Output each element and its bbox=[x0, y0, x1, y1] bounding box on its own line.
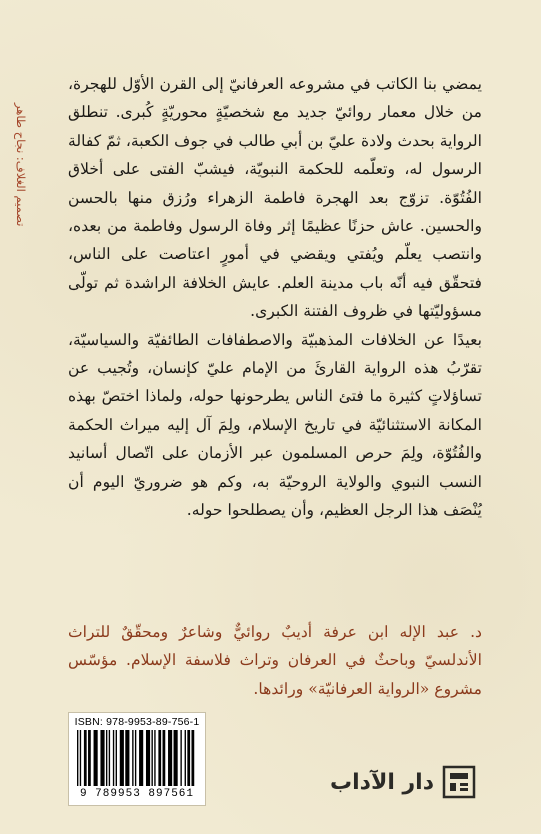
barcode-bar bbox=[100, 730, 104, 786]
cover-design-credit: تصميم الغلاف: نجاح طاهر bbox=[14, 102, 28, 226]
author-bio-block bbox=[68, 618, 482, 703]
barcode-bar bbox=[154, 730, 155, 786]
isbn-barcode bbox=[68, 712, 206, 806]
synopsis-paragraph-2: بعيدًا عن الخلافات المذهبيّة والاصطفافات الطائفيّة والسياسيّة، تقرّبُ هذه الرواية القارئَ من الإمام عليّ كإنسان، وتُجيب عن تساؤلاتٍ كثيرة ما فتئ الناس يطرحونها حوله، ولماذا اختصّ بهذه المكانة الاستثنائيّة في تاريخ الإسلام، ولِمَ آل إليه ميراث الحكمة والفُتُوّة، ولِمَ حرص المسلمون عبر الأزمان على اتّصال أسانيد النسب النبوي والولاية الروحيّة به، وكم هو ضروريّ اليوم أن يُنْصَف هذا الرجل العظيم، وأن يصطلحوا حوله. bbox=[68, 330, 482, 520]
barcode-bars bbox=[77, 730, 197, 786]
barcode-bar bbox=[109, 730, 110, 786]
barcode-bar bbox=[80, 730, 81, 786]
barcode-bar bbox=[125, 730, 129, 786]
barcode-bar bbox=[132, 730, 133, 786]
synopsis-paragraph-1: يمضي بنا الكاتب في مشروعه العرفانيّ إلى القرن الأوّل للهجرة، من خلال معمار روائيّ جديد مع شخصيّةٍ محوريّةٍ كُبرى. تنطلق الرواية بحدث ولادة عليّ بن أبي طالب في جوف الكعبة، ثمّ كفالة الرسول له، وتعلّمه للحكمة النبويّة، فيشبّ الفتى على أخلاق الفُتُوّة. تزوّج بعد الهجرة فاطمة الزهراء ورُزق منها بالحسن والحسين. عاش حزنًا عظيمًا إثر وفاة الرسول وفاطمة من بعده، وانتصب يعلّم ويُفتي ويقضي في أمورٍ اعتاصت على الناس، فتحقّق فيه أنّه باب مدينة العلم. عايش الخلافة الراشدة ثم تولّى مسؤوليّتها في ظروف الفتنة الكبرى. bbox=[68, 75, 482, 321]
barcode-bar bbox=[163, 730, 166, 786]
barcode-bar bbox=[88, 730, 91, 786]
barcode-bar bbox=[174, 730, 178, 786]
barcode-bar bbox=[106, 730, 107, 786]
barcode-bar bbox=[116, 730, 117, 786]
barcode-bar bbox=[113, 730, 114, 786]
barcode-bar bbox=[139, 730, 143, 786]
barcode-bar bbox=[94, 730, 98, 786]
synopsis-block bbox=[68, 70, 482, 525]
publisher-imprint bbox=[330, 760, 480, 804]
publisher-name: دار الآداب bbox=[330, 769, 435, 795]
barcode-bar bbox=[146, 730, 150, 786]
dar-al-adab-logo-icon bbox=[442, 765, 476, 799]
barcode-bar bbox=[191, 730, 194, 786]
barcode-bar bbox=[151, 730, 152, 786]
barcode-digits: 9 789953 897561 bbox=[79, 788, 195, 800]
barcode-bar bbox=[120, 730, 124, 786]
isbn-label: ISBN: 978-9953-89-756-1 bbox=[74, 716, 200, 728]
barcode-bar bbox=[187, 730, 190, 786]
barcode-bar bbox=[84, 730, 87, 786]
barcode-bar bbox=[168, 730, 172, 786]
barcode-bar bbox=[158, 730, 161, 786]
author-bio: د. عبد الإله ابن عرفة أديبٌ روائيٌّ وشاعرٌ ومحقّقٌ للتراث الأندلسيّ وباحثٌ في العرفان وتراث فلاسفة الإسلام. مؤسّس مشروع «الرواية العرفانيّة» ورائدها. bbox=[68, 623, 482, 698]
barcode-bar bbox=[185, 730, 186, 786]
barcode-bar bbox=[180, 730, 181, 786]
barcode-bar bbox=[77, 730, 78, 786]
barcode-bar bbox=[135, 730, 136, 786]
